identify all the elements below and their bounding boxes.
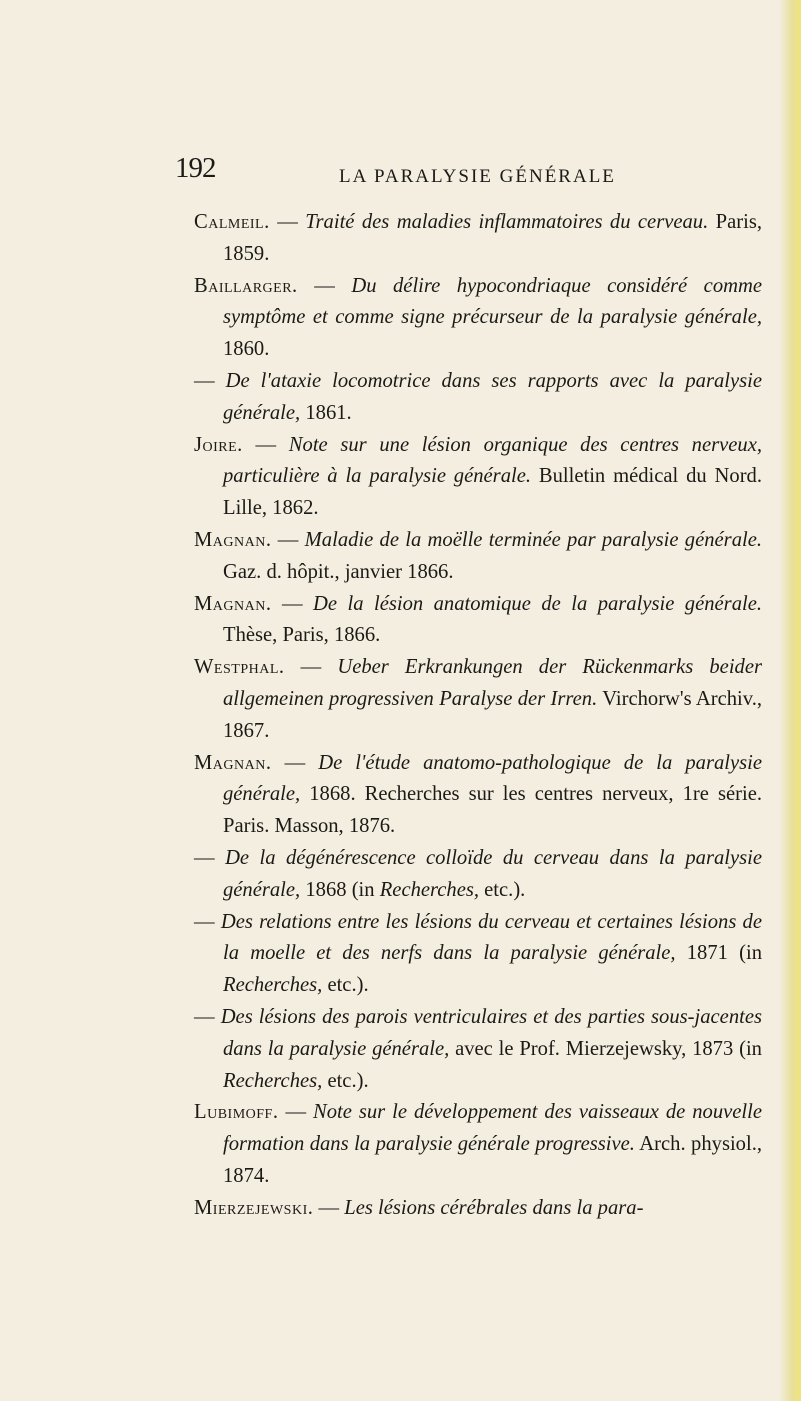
bibliography <box>194 207 762 1225</box>
entry-separator: — <box>278 1101 313 1124</box>
page-number: 192 <box>175 152 216 184</box>
entry-title: Maladie de la moëlle terminée par paralysie générale. <box>304 528 763 551</box>
entry-separator: — <box>194 369 226 392</box>
entry-title: Les lésions cérébrales dans la para- <box>344 1196 644 1219</box>
entry-title: Note sur une lésion organique des centres nerveux, particulière à la paralysie générale. <box>223 433 763 488</box>
entry-title: De la lésion anatomique de la paralysie générale. <box>313 592 763 615</box>
entry-separator: — <box>297 274 352 297</box>
bibliography-entry <box>194 1002 762 1097</box>
entry-source-title: Recherches, <box>223 1069 323 1092</box>
entry-title: De l'étude anatomo-pathologique de la paralysie générale, <box>223 751 762 806</box>
entry-title: Note sur le développement des vaisseaux de nouvelle formation dans la paralysie générale progressive. <box>223 1101 762 1156</box>
bibliography-entry <box>194 652 762 747</box>
entry-author: Joire. <box>194 433 243 456</box>
entry-author: Calmeil. <box>194 211 270 233</box>
entry-author: Mierzejewski. <box>194 1196 314 1219</box>
entry-details: 1871 (in <box>675 942 762 965</box>
bibliography-entry <box>194 1097 762 1192</box>
bibliography-entry <box>194 207 762 271</box>
entry-title: De l'ataxie locomotrice dans ses rapports avec la paralysie générale, <box>223 369 762 424</box>
bibliography-entry <box>194 525 762 589</box>
entry-details: Thèse, Paris, 1866. <box>223 624 381 647</box>
page-header <box>175 152 735 192</box>
entry-details: 1861. <box>300 401 352 424</box>
bibliography-entry <box>194 748 762 843</box>
entry-separator: — <box>269 211 306 233</box>
entry-source-title: Recherches, <box>223 974 323 997</box>
bibliography-entry <box>194 843 762 907</box>
entry-separator: — <box>313 1196 345 1219</box>
entry-author: Magnan. <box>194 751 272 774</box>
running-title: LA PARALYSIE GÉNÉRALE <box>339 166 616 187</box>
page-edge <box>779 0 801 1401</box>
entry-details: Bulletin médical du Nord. Lille, 1862. <box>223 465 763 520</box>
bibliography-entry <box>194 589 762 653</box>
entry-separator: — <box>284 656 338 679</box>
entry-separator: — <box>271 528 305 551</box>
bibliography-entry <box>194 366 762 430</box>
entry-details: Arch. physiol., 1874. <box>223 1133 763 1187</box>
entry-author: Lubimoff. <box>194 1101 279 1124</box>
entry-title: Traité des maladies inflammatoires du cerveau. <box>305 211 709 233</box>
entry-title: Des lésions des parois ventriculaires et des parties sous-jacentes dans la paralysie générale, <box>220 1005 762 1060</box>
entry-separator: — <box>194 846 226 869</box>
entry-details: Paris, 1859. <box>223 211 763 265</box>
entry-separator: — <box>194 910 221 933</box>
bibliography-entry <box>194 430 762 525</box>
entry-details: 1860. <box>223 338 270 361</box>
entry-title: De la dégénérescence colloïde du cerveau dans la paralysie générale, <box>223 846 762 901</box>
entry-details-end: etc.). <box>479 878 526 901</box>
entry-details: Gaz. d. hôpit., janvier 1866. <box>223 560 454 583</box>
entry-separator: — <box>242 433 289 456</box>
entry-details-end: etc.). <box>322 1069 369 1092</box>
entry-details: 1868. Recherches sur les centres nerveux, 1re série. Paris. Masson, 1876. <box>223 783 762 838</box>
bibliography-entry <box>194 1193 762 1225</box>
entry-title: Des relations entre les lésions du cerveau et certaines lésions de la moelle et des nerfs dans la paralysie générale, <box>220 910 762 965</box>
entry-details: Virchorw's Archiv., 1867. <box>223 687 762 742</box>
entry-title: Du délire hypocondriaque considéré comme symptôme et comme signe précurseur de la paralysie générale, <box>223 274 763 329</box>
entry-title: Ueber Erkrankungen der Rückenmarks beider allgemeinen progressiven Paralyse der Irren. <box>223 656 762 710</box>
entry-separator: — <box>271 751 319 774</box>
entry-source-title: Recherches, <box>379 878 480 901</box>
bibliography-entry <box>194 907 762 1002</box>
entry-separator: — <box>271 592 314 615</box>
entry-author: Magnan. <box>194 592 272 615</box>
entry-author: Magnan. <box>194 528 272 551</box>
entry-details: avec le Prof. Mierzejewsky, 1873 (in <box>449 1037 762 1060</box>
entry-author: Westphal. <box>194 656 285 679</box>
entry-details-end: etc.). <box>322 974 369 997</box>
entry-author: Baillarger. <box>194 274 298 297</box>
bibliography-entry <box>194 271 762 366</box>
entry-separator: — <box>194 1005 221 1028</box>
entry-details: 1868 (in <box>300 878 380 901</box>
